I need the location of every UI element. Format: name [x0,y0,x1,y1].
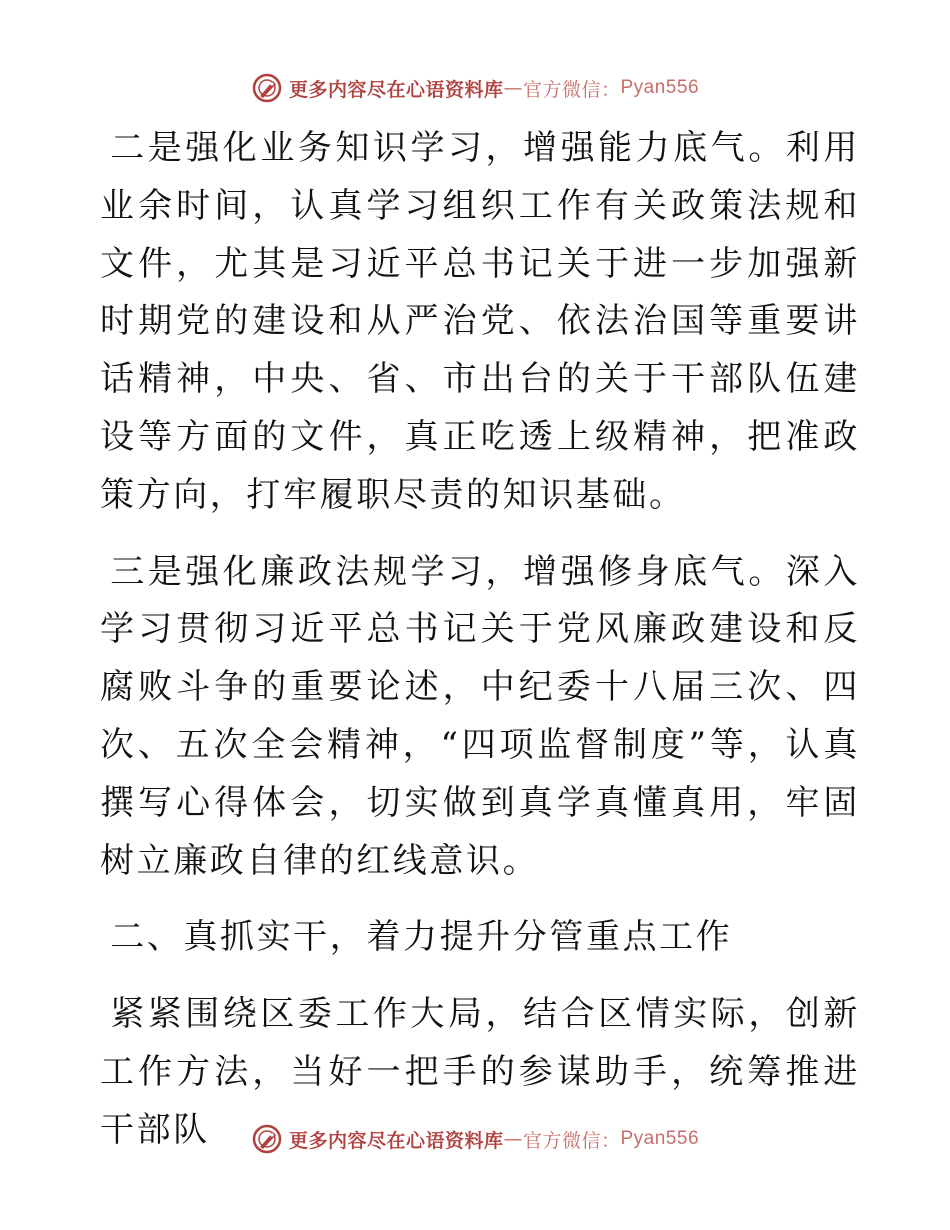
watermark-code: Pyan556 [620,77,700,98]
paragraph-work-overview: 紧紧围绕区委工作大局，结合区情实际，创新工作方法，当好一把手的参谋助手，统筹推进干部队 [100,994,860,1150]
paragraph-integrity-study: 三是强化廉政法规学习，增强修身底气。深入学习贯彻习近平总书记关于党风廉政建设和反腐败斗争的重要论述，中纪委十八届三次、四次、五次全会精神，“四项监督制度”等，认真撰写心得体会，切实做到真学真懂真用，牢固树立廉政自律的红线意识。 [100,551,860,881]
document-body [100,120,860,1160]
watermark-dash: — [503,77,523,99]
watermark-title: 更多内容尽在心语资料库 [288,1129,504,1152]
watermark-title: 更多内容尽在心语资料库 [288,78,504,101]
watermark-dash: — [503,1128,523,1150]
watermark-label: 官方微信： [522,78,621,101]
pen-nib-logo-icon [251,72,283,104]
paragraph-business-study: 二是强化业务知识学习，增强能力底气。利用业余时间，认真学习组织工作有关政策法规和文件，尤其是习近平总书记关于进一步加强新时期党的建设和从严治党、依法治国等重要讲话精神，中央、省、市出台的关于干部队伍建设等方面的文件，真正吃透上级精神，把准政策方向，打牢履职尽责的知识基础。 [100,128,860,515]
watermark-label: 官方微信： [522,1129,621,1152]
section-heading: 二、真抓实干，着力提升分管重点工作 [110,917,733,958]
pen-nib-logo-icon [251,1123,283,1155]
footer-watermark [0,1123,950,1155]
header-watermark [0,72,950,104]
watermark-code: Pyan556 [620,1128,700,1149]
